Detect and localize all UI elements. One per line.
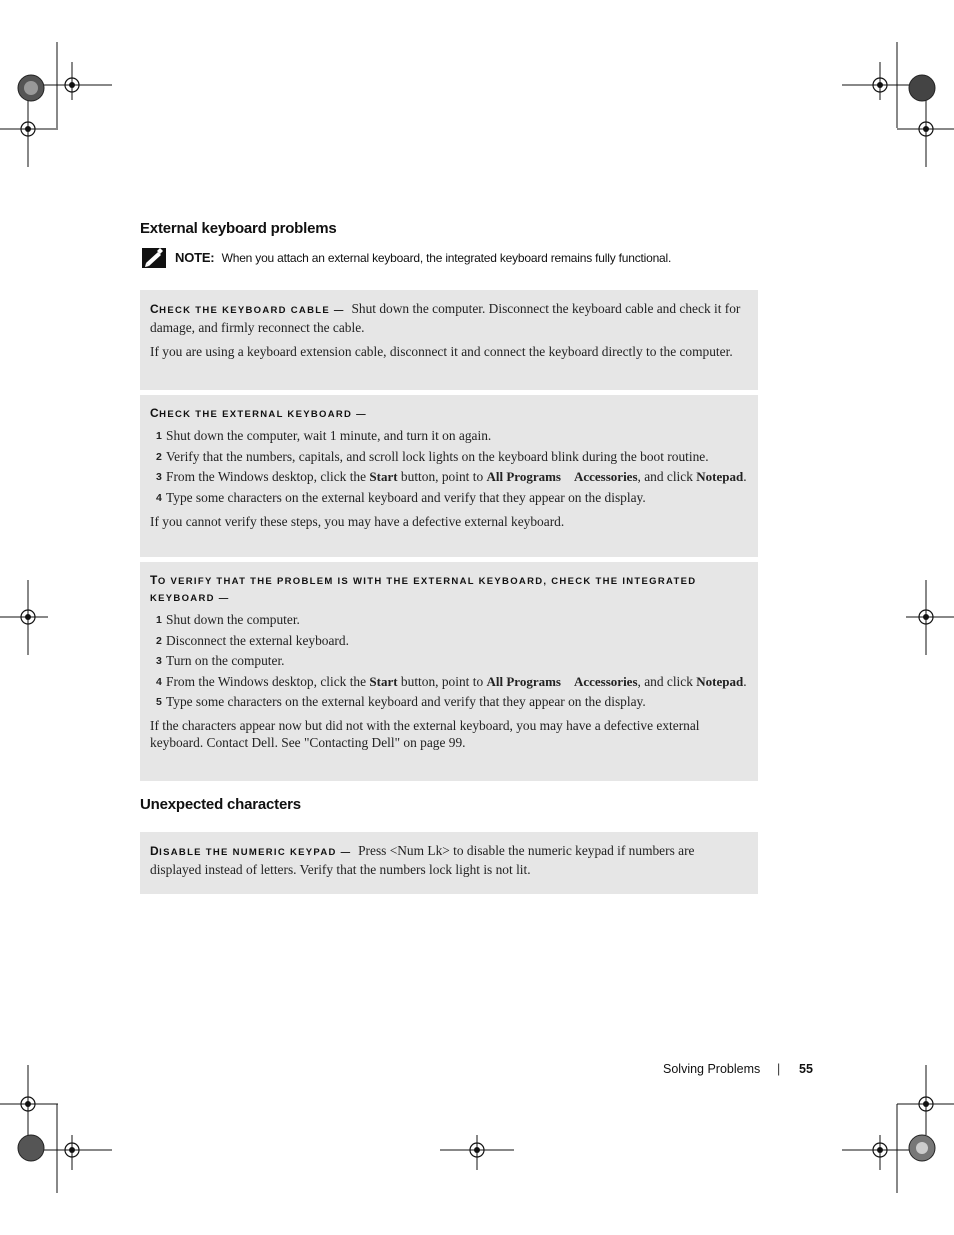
footer-separator: | <box>777 1062 781 1076</box>
pencil-note-icon <box>142 248 166 268</box>
list-item: 2 Verify that the numbers, capitals, and scroll lock lights on the keyboard blink during the boot routine. <box>156 448 709 464</box>
box-title: CHECK THE KEYBOARD CABLE — <box>150 302 345 316</box>
section-heading: External keyboard problems <box>140 220 337 237</box>
list-item: 4 Type some characters on the external keyboard and verify that they appear on the display. <box>156 489 646 505</box>
box-body: Shut down the computer. Disconnect the keyboard cable and check it for damage, and firmly reconnect the cable. <box>150 301 741 335</box>
box-title: CHECK THE EXTERNAL KEYBOARD — <box>150 406 367 420</box>
box-title: TO VERIFY THAT THE PROBLEM IS WITH THE EXTERNAL KEYBOARD, CHECK THE INTEGRATED KEYBOARD — <box>150 573 697 604</box>
box-body: If you are using a keyboard extension cable, disconnect it and connect the keyboard directly to the computer. <box>150 344 733 359</box>
list-item: 1 Shut down the computer, wait 1 minute, and turn it on again. <box>156 428 492 443</box>
section-heading: Unexpected characters <box>140 796 301 813</box>
steps-list <box>150 427 748 506</box>
troubleshooting-box-keyboard-cable <box>140 290 758 390</box>
list-item: 2 Disconnect the external keyboard. <box>156 632 349 648</box>
note <box>142 246 762 272</box>
troubleshooting-box-external-keyboard <box>140 395 758 557</box>
box-body: If the characters appear now but did not with the external keyboard, you may have a defective external keyboard. Contact Dell. See "Contacting Dell" on page 99. <box>150 718 700 750</box>
troubleshooting-box-numeric-keypad <box>140 832 758 894</box>
footer-section-name: Solving Problems <box>663 1062 761 1076</box>
list-item: 3 From the Windows desktop, click the Start button, point to All Programs Accessories, and click Notepad. <box>156 469 747 484</box>
box-body: If you cannot verify these steps, you may have a defective external keyboard. <box>150 513 565 529</box>
list-item: 1 Shut down the computer. <box>156 612 300 627</box>
box-body: Press <Num Lk> to disable the numeric keypad if numbers are displayed instead of letters. Verify that the numbers lock light is not lit. <box>150 843 695 877</box>
list-item: 5 Type some characters on the external keyboard and verify that they appear on the display. <box>156 694 646 709</box>
steps-list <box>150 611 748 710</box>
troubleshooting-box-integrated-keyboard <box>140 562 758 781</box>
note-label: NOTE: <box>175 250 215 265</box>
list-item: 4 From the Windows desktop, click the Start button, point to All Programs Accessories, and click Notepad. <box>156 673 747 689</box>
page-number: 55 <box>799 1062 813 1076</box>
list-item: 3 Turn on the computer. <box>156 653 285 668</box>
box-title: DISABLE THE NUMERIC KEYPAD — <box>150 844 352 858</box>
note-text: When you attach an external keyboard, the integrated keyboard remains fully functional. <box>221 251 672 265</box>
